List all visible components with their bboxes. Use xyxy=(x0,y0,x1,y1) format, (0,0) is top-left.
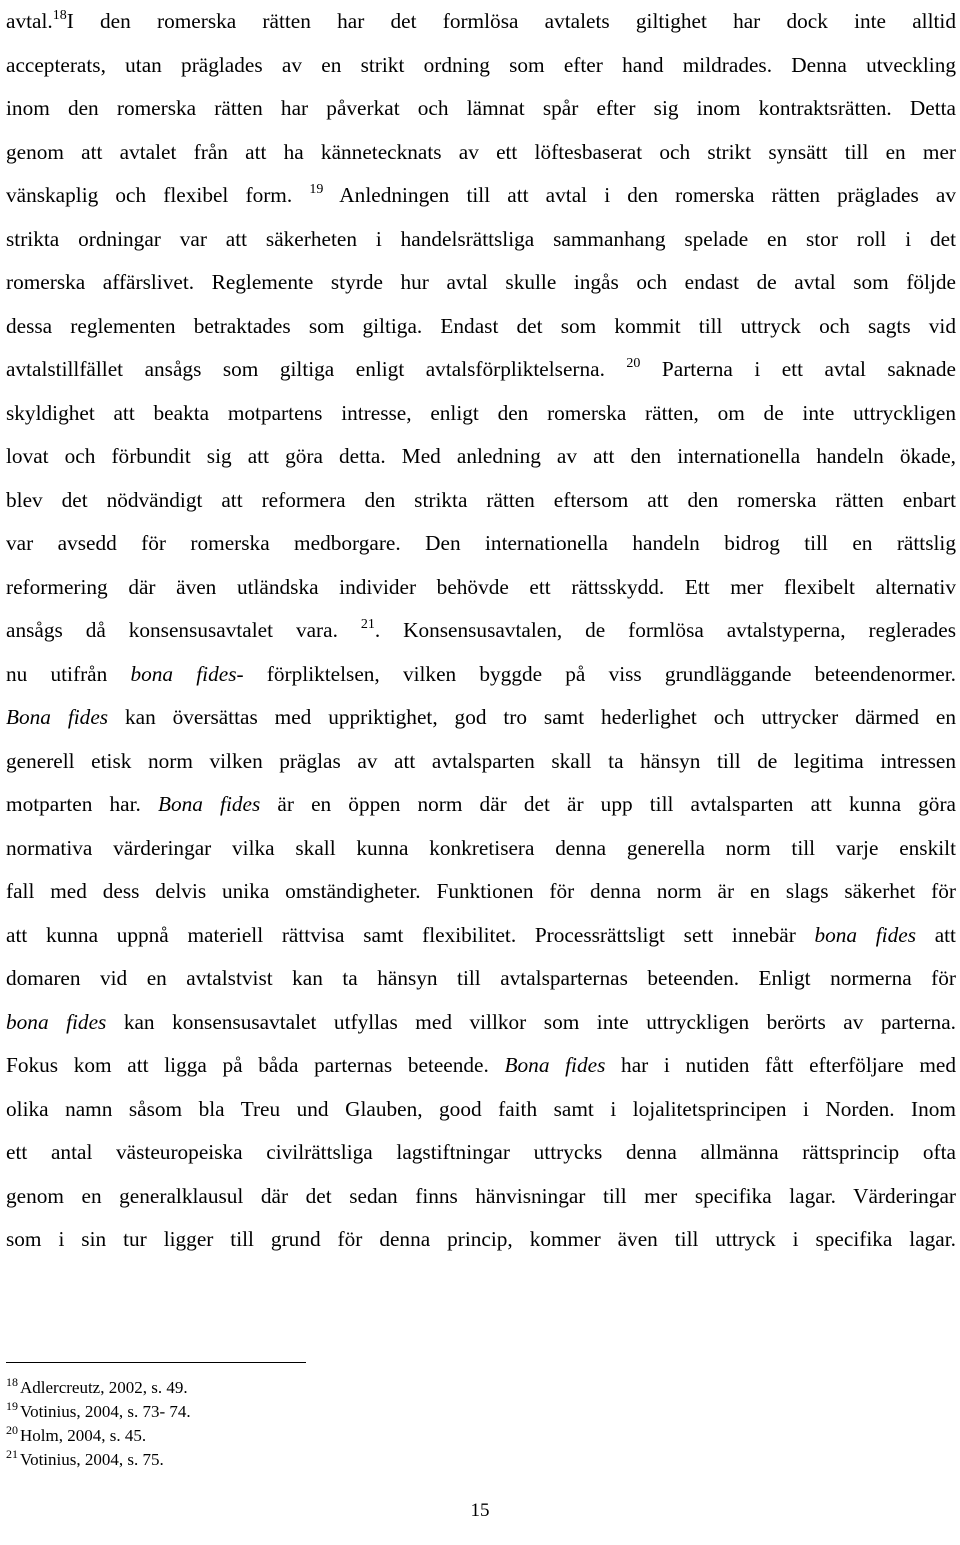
italic-term: Bona fides xyxy=(157,792,261,816)
footnote-text: Votinius, 2004, s. 75. xyxy=(20,1450,164,1469)
text-line xyxy=(6,1218,956,1262)
text-segment: avtal. xyxy=(6,9,53,33)
text-segment: som i sin tur ligger till grund för denna princip, kommer även till uttryck i specifika lagar. xyxy=(6,1227,956,1251)
text-segment: genom att avtalet från att ha kännetecknats av ett löftesbaserat och strikt synsätt till en mer xyxy=(6,139,956,164)
text-segment: normativa värderingar vilka skall kunna konkretisera denna generella norm till varje enskilt xyxy=(6,835,956,860)
text-segment: domaren vid en avtalstvist kan ta hänsyn till avtalsparternas beteenden. Enligt normerna för xyxy=(6,966,956,990)
text-segment: Fokus kom att ligga på båda parternas beteende. xyxy=(6,1053,505,1077)
italic-term: bona fides xyxy=(6,1009,107,1034)
text-segment: kan konsensusavtalet utfyllas med villkor som inte uttryckligen berörts av parterna. xyxy=(106,1009,956,1034)
footnote-reference: 18 xyxy=(52,8,67,23)
text-line xyxy=(6,392,956,436)
text-line xyxy=(6,740,956,784)
italic-term: bona fides xyxy=(130,661,237,686)
footnote-text: Adlercreutz, 2002, s. 49. xyxy=(20,1378,188,1397)
footnote xyxy=(6,1376,191,1400)
text-line xyxy=(6,305,956,349)
footnotes xyxy=(6,1376,191,1472)
text-segment: skyldighet att beakta motpartens intresse, enligt den romerska rätten, om de inte uttryckligen xyxy=(6,400,956,425)
text-segment: var avsedd för romerska medborgare. Den internationella handeln bidrog till en rättslig xyxy=(6,531,956,555)
text-line xyxy=(6,174,956,218)
footnote-text: Holm, 2004, s. 45. xyxy=(20,1426,147,1445)
text-segment: blev det nödvändigt att reformera den strikta rätten eftersom att den romerska rätten enbart xyxy=(6,487,956,512)
footnote-number: 20 xyxy=(6,1423,18,1437)
text-segment: Anledningen till att avtal i den romerska rätten präglades av xyxy=(323,183,956,207)
text-line xyxy=(6,566,956,610)
text-segment: inom den romerska rätten har påverkat och lämnat spår efter sig inom kontraktsrätten. Detta xyxy=(6,96,956,120)
footnote-number: 21 xyxy=(6,1447,18,1461)
footnote-divider xyxy=(6,1362,306,1363)
text-segment: . Konsensusavtalen, de formlösa avtalstyperna, reglerades xyxy=(374,618,956,642)
text-segment: kan översättas med uppriktighet, god tro samt hederlighet och uttrycker därmed en xyxy=(108,705,956,729)
text-segment: Parterna i ett avtal saknade xyxy=(640,357,956,381)
text-line xyxy=(6,348,956,392)
text-line xyxy=(6,261,956,305)
text-line xyxy=(6,522,956,566)
text-segment: romerska affärslivet. Reglemente styrde hur avtal skulle ingås och endast de avtal som följde xyxy=(6,270,956,294)
text-segment: - förpliktelsen, vilken byggde på viss grundläggande beteendenormer. xyxy=(236,661,956,686)
text-line xyxy=(6,783,956,827)
text-line xyxy=(6,914,956,958)
italic-term: Bona fides xyxy=(504,1053,606,1077)
text-line xyxy=(6,479,956,523)
footnote xyxy=(6,1424,191,1448)
footnote-reference: 20 xyxy=(626,356,641,371)
italic-term: bona fides xyxy=(814,922,916,947)
text-line xyxy=(6,1131,956,1175)
text-segment: olika namn såsom bla Treu und Glauben, good faith samt i lojalitetsprincipen i Norden. Inom xyxy=(6,1096,956,1121)
text-line xyxy=(6,1088,956,1132)
text-segment: fall med dess delvis unika omständigheter. Funktionen för denna norm är en slags säkerhet för xyxy=(6,879,956,903)
footnote-number: 18 xyxy=(6,1375,18,1389)
text-line xyxy=(6,1175,956,1219)
text-line xyxy=(6,957,956,1001)
text-line xyxy=(6,435,956,479)
text-line xyxy=(6,87,956,131)
text-segment: motparten har. xyxy=(6,792,158,816)
text-segment: nu utifrån xyxy=(6,661,131,686)
footnote-text: Votinius, 2004, s. 73- 74. xyxy=(20,1402,191,1421)
text-segment: generell etisk norm vilken präglas av att avtalsparten skall ta hänsyn till de legitima intressen xyxy=(6,748,956,773)
text-line xyxy=(6,131,956,175)
text-segment: lovat och förbundit sig att göra detta. Med anledning av att den internationella handeln ökade, xyxy=(6,444,956,468)
footnote-number: 19 xyxy=(6,1399,18,1413)
body-text xyxy=(6,0,956,1262)
text-segment: reformering där även utländska individer behövde ett rättsskydd. Ett mer flexibelt alternativ xyxy=(6,574,956,599)
italic-term: Bona fides xyxy=(6,705,109,729)
text-segment: avtalstillfället ansågs som giltiga enligt avtalsförpliktelserna. xyxy=(6,357,627,381)
text-segment: accepterats, utan präglades av en strikt ordning som efter hand mildrades. Denna utveckling xyxy=(6,52,956,77)
text-line xyxy=(6,1044,956,1088)
page-number: 15 xyxy=(470,1500,490,1521)
text-line xyxy=(6,218,956,262)
text-segment: strikta ordningar var att säkerheten i handelsrättsliga sammanhang spelade en stor roll i det xyxy=(6,226,956,251)
text-segment: genom en generalklausul där det sedan finns hänvisningar till mer specifika lagar. Värderingar xyxy=(6,1183,956,1208)
text-line xyxy=(6,696,956,740)
text-line xyxy=(6,1001,956,1045)
text-line xyxy=(6,44,956,88)
text-segment: är en öppen norm där det är upp till avtalsparten att kunna göra xyxy=(260,792,956,816)
text-segment: I den romerska rätten har det formlösa avtalets giltighet har dock inte alltid xyxy=(66,9,956,33)
text-segment: dessa reglementen betraktades som giltiga. Endast det som kommit till uttryck och sagts vid xyxy=(6,313,956,338)
text-line xyxy=(6,653,956,697)
footnote xyxy=(6,1400,191,1424)
text-segment: har i nutiden fått efterföljare med xyxy=(605,1053,957,1077)
text-line xyxy=(6,827,956,871)
footnote xyxy=(6,1448,191,1472)
text-line xyxy=(6,609,956,653)
text-segment: att xyxy=(916,922,956,947)
text-segment: att kunna uppnå materiell rättvisa samt flexibilitet. Processrättsligt sett innebär xyxy=(6,922,815,947)
footnote-reference: 19 xyxy=(309,182,324,197)
text-segment: vänskaplig och flexibel form. xyxy=(6,183,310,207)
footnote-reference: 21 xyxy=(360,617,375,632)
text-segment: ansågs då konsensusavtalet vara. xyxy=(6,618,361,642)
text-segment: ett antal västeuropeiska civilrättsliga lagstiftningar uttrycks denna allmänna rättsprincip ofta xyxy=(6,1140,956,1164)
text-line xyxy=(6,0,956,44)
text-line xyxy=(6,870,956,914)
